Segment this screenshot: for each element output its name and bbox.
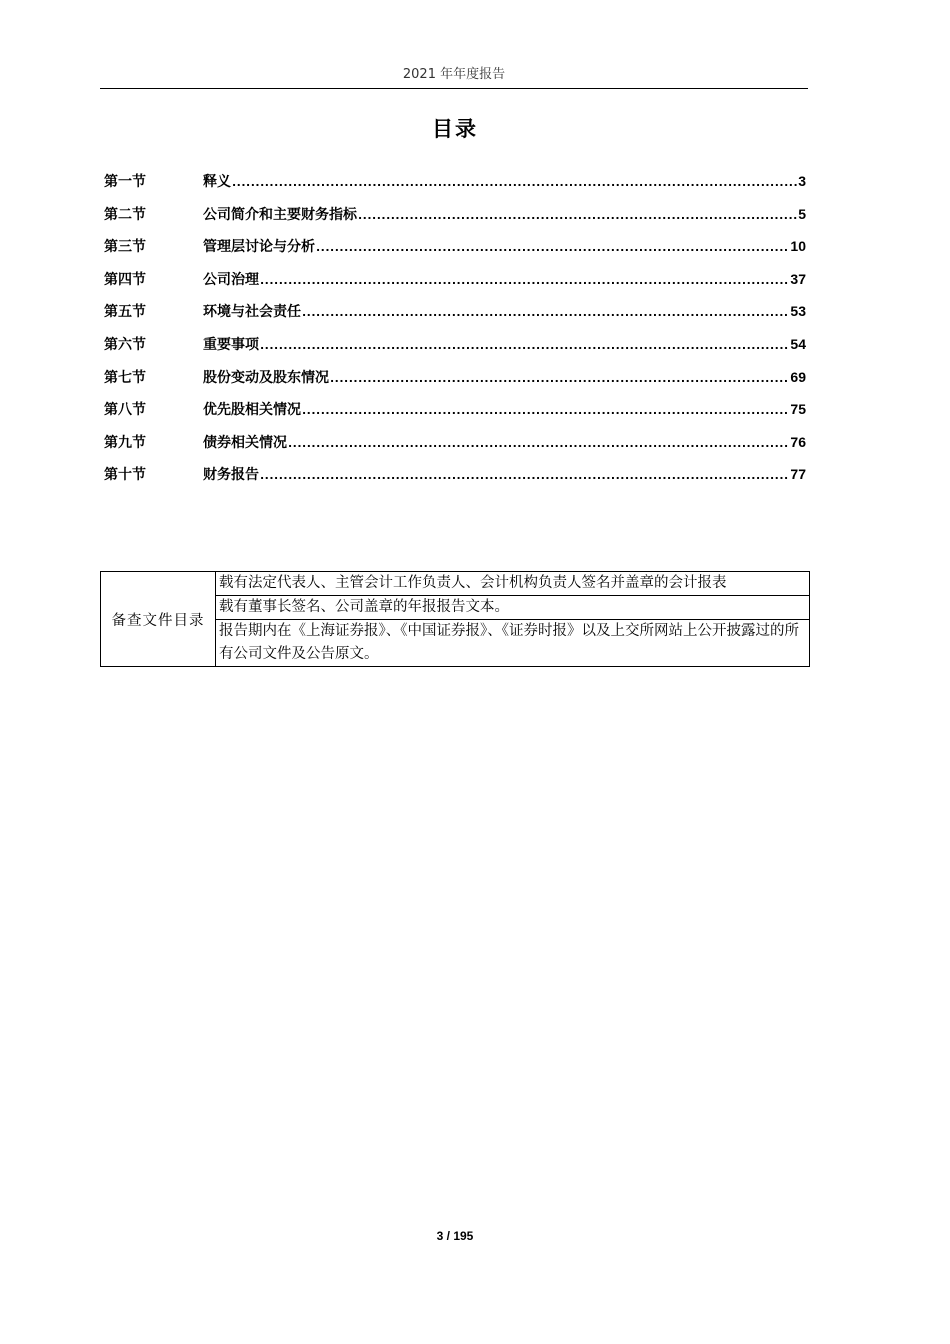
reference-documents-table xyxy=(100,571,810,667)
toc-section-number: 第七节 xyxy=(104,369,146,386)
toc-entry[interactable] xyxy=(104,464,806,497)
toc-page-number: 54 xyxy=(790,335,806,352)
toc-page-number: 5 xyxy=(798,205,806,222)
toc-section-name: 管理层讨论与分析 xyxy=(203,239,315,256)
toc-leader-dots xyxy=(260,339,789,352)
toc-section-number: 第十节 xyxy=(104,467,146,484)
toc-section-name: 释义 xyxy=(203,174,231,190)
toc-entry[interactable] xyxy=(104,367,806,400)
toc-page-number: 10 xyxy=(790,238,806,255)
toc-section-name: 公司治理 xyxy=(203,271,259,288)
reference-document-item: 报告期内在《上海证券报》、《中国证券报》、《证券时报》以及上交所网站上公开披露过的所有公司文件及公告原文。 xyxy=(216,620,810,667)
toc-section-number: 第二节 xyxy=(104,206,146,223)
page-footer xyxy=(0,1229,910,1243)
toc-leader-dots xyxy=(232,176,797,189)
toc-page-number: 77 xyxy=(790,466,806,483)
toc-section-name: 公司简介和主要财务指标 xyxy=(203,206,357,223)
toc-page-number: 37 xyxy=(790,270,806,287)
toc-section-name: 重要事项 xyxy=(203,336,259,353)
toc-section-name: 股份变动及股东情况 xyxy=(203,369,329,386)
toc-entry[interactable] xyxy=(104,171,806,204)
toc-section-name: 财务报告 xyxy=(203,467,259,484)
toc-section-number: 第五节 xyxy=(104,304,146,321)
toc-entry[interactable] xyxy=(104,204,806,237)
toc-entry[interactable] xyxy=(104,399,806,432)
table-row xyxy=(101,572,810,596)
toc-page-number: 3 xyxy=(798,173,806,189)
toc-leader-dots xyxy=(302,404,789,417)
toc-section-number: 第六节 xyxy=(104,336,146,353)
toc-leader-dots xyxy=(358,209,797,222)
toc-entry[interactable] xyxy=(104,269,806,302)
toc-leader-dots xyxy=(260,274,789,287)
reference-document-item: 载有法定代表人、主管会计工作负责人、会计机构负责人签名并盖章的会计报表 xyxy=(216,572,810,596)
toc-section-number: 第四节 xyxy=(104,271,146,288)
toc-section-number: 第八节 xyxy=(104,402,146,419)
toc-section-name: 环境与社会责任 xyxy=(203,304,301,321)
toc-section-name: 优先股相关情况 xyxy=(203,402,301,419)
toc-section-number: 第一节 xyxy=(104,174,146,190)
toc-entry[interactable] xyxy=(104,334,806,367)
page-header xyxy=(100,64,808,89)
toc-entry[interactable] xyxy=(104,301,806,334)
toc-section-number: 第九节 xyxy=(104,434,146,451)
toc-leader-dots xyxy=(330,372,789,385)
toc-page-number: 76 xyxy=(790,433,806,450)
toc-entry[interactable] xyxy=(104,236,806,269)
toc-leader-dots xyxy=(288,437,789,450)
toc-section-number: 第三节 xyxy=(104,239,146,256)
page-indicator: 3 / 195 xyxy=(436,1229,474,1243)
toc-leader-dots xyxy=(302,306,789,319)
toc-section-name: 债券相关情况 xyxy=(203,434,287,451)
toc-page-number: 53 xyxy=(790,303,806,320)
reference-documents-label: 备查文件目录 xyxy=(101,572,216,667)
table-of-contents xyxy=(104,171,806,497)
reference-document-item: 载有董事长签名、公司盖章的年报报告文本。 xyxy=(216,596,810,620)
header-title: 2021 年年度报告 xyxy=(402,67,506,82)
toc-title: 目录 xyxy=(432,117,478,141)
toc-entry[interactable] xyxy=(104,432,806,465)
toc-leader-dots xyxy=(260,469,789,482)
toc-page-number: 75 xyxy=(790,401,806,418)
toc-leader-dots xyxy=(316,241,789,254)
toc-page-number: 69 xyxy=(790,368,806,385)
